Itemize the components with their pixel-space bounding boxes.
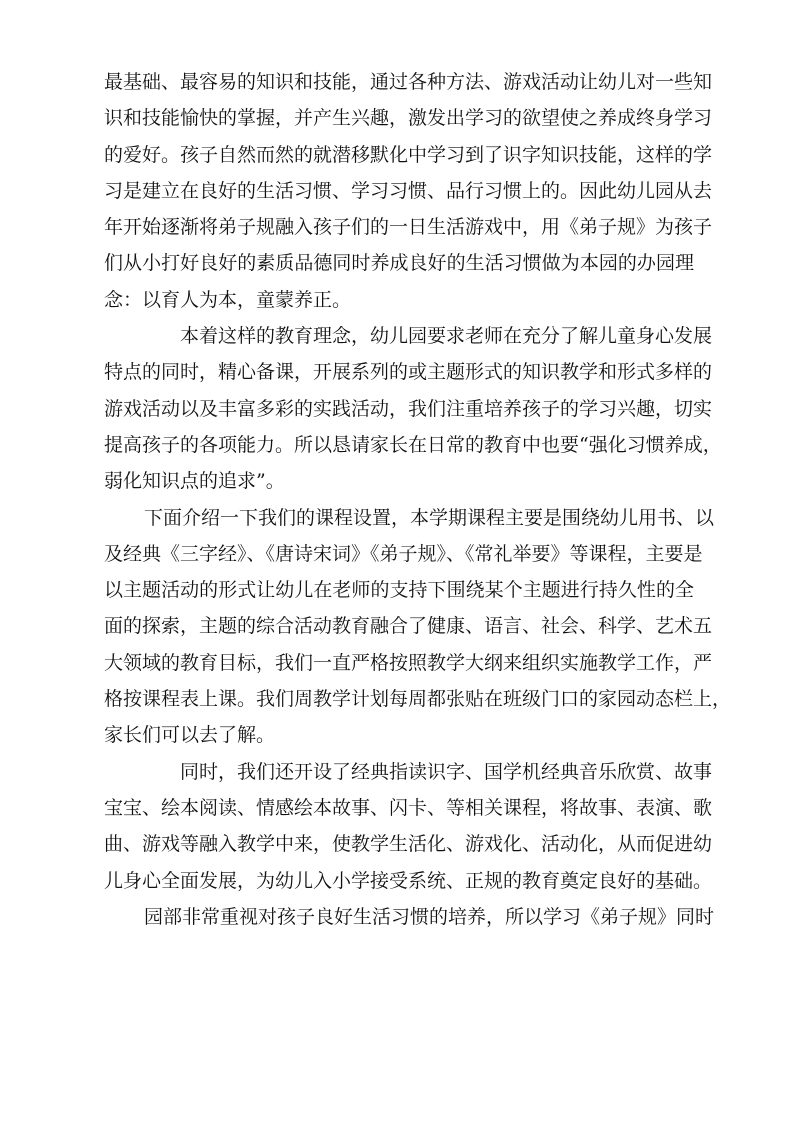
text-line: 宝宝、绘本阅读、情感绘本故事、闪卡、等相关课程，将故事、表演、歌 [104, 796, 713, 819]
text-line: 同时，我们还开设了经典指读识字、国学机经典音乐欣赏、故事 [180, 760, 713, 783]
paragraph-3 [104, 500, 732, 754]
paragraph-2 [104, 318, 722, 499]
text-line: 大领域的教育目标，我们一直严格按照教学大纲来组织实施教学工作，严 [104, 651, 713, 674]
text-line: 的爱好。孩子自然而然的就潜移默化中学习到了识字知识技能，这样的学 [104, 143, 713, 166]
text-line: 及经典《三字经》、《唐诗宋词》《弟子规》、《常礼举要》等课程，主要是 [104, 542, 703, 565]
paragraph-5 [104, 899, 715, 935]
text-line: 念：以育人为本，童蒙养正。 [104, 288, 352, 311]
text-line: 本着这样的教育理念，幼儿园要求老师在充分了解儿童身心发展 [180, 325, 713, 348]
paragraph-1 [104, 64, 713, 318]
text-line: 们从小打好良好的素质品德同时养成良好的生活习惯做为本园的办园理 [104, 252, 694, 275]
text-line: 最基础、最容易的知识和技能，通过各种方法、游戏活动让幼儿对一些知 [104, 71, 713, 93]
text-line: 下面介绍一下我们的课程设置，本学期课程主要是围绕幼儿用书、以 [144, 506, 715, 529]
paragraph-4 [104, 754, 713, 899]
text-line: 格按课程表上课。我们周教学计划每周都张贴在班级门口的家园动态栏上， [104, 688, 732, 711]
text-line: 特点的同时，精心备课，开展系列的或主题形式的知识教学和形式多样的 [104, 361, 713, 384]
text-line: 游戏活动以及丰富多彩的实践活动，我们注重培养孩子的学习兴趣，切实 [104, 397, 713, 420]
text-line: 年开始逐渐将弟子规融入孩子们的一日生活游戏中，用《弟子规》为孩子 [104, 216, 713, 239]
text-line: 弱化知识点的追求”。 [104, 470, 285, 493]
text-line: 识和技能愉快的掌握，并产生兴趣，激发出学习的欲望使之养成终身学习 [104, 107, 713, 130]
text-line: 面的探索，主题的综合活动教育融合了健康、语言、社会、科学、艺术五 [104, 615, 713, 638]
text-line: 习是建立在良好的生活习惯、学习习惯、品行习惯上的。因此幼儿园从去 [104, 179, 713, 202]
text-line: 提高孩子的各项能力。所以恳请家长在日常的教育中也要“强化习惯养成， [104, 433, 722, 456]
text-line: 曲、游戏等融入教学中来，使教学生活化、游戏化、活动化，从而促进幼 [104, 833, 713, 856]
text-line: 儿身心全面发展，为幼儿入小学接受系统、正规的教育奠定良好的基础。 [104, 869, 713, 892]
text-line: 园部非常重视对孩子良好生活习惯的培养，所以学习《弟子规》同时 [144, 905, 715, 928]
text-line: 家长们可以去了解。 [104, 724, 276, 747]
text-line: 以主题活动的形式让幼儿在老师的支持下围绕某个主题进行持久性的全 [104, 579, 694, 602]
document-body [104, 64, 732, 935]
